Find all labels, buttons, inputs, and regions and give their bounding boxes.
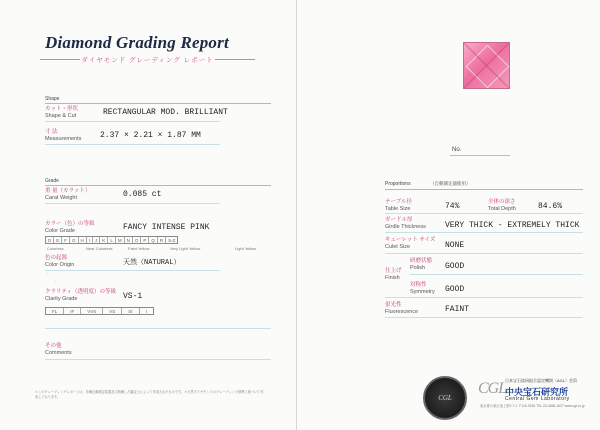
table-size-rule	[385, 213, 583, 214]
report-title: Diamond Grading Report	[45, 33, 229, 52]
fluorescence-label-jp: 蛍光性	[385, 302, 402, 308]
report-subtitle: ダイヤモンド グレーディング レポート	[40, 55, 255, 64]
color-grade-label-en: Color Grade	[45, 228, 75, 234]
lab-affiliation: 日本宝石協同組合認定機関（AGL）会員	[505, 378, 578, 383]
color-scale-cell-o: O	[133, 237, 142, 243]
clarity-rule	[45, 328, 271, 329]
girdle-rule	[385, 232, 583, 233]
report-number-rule	[450, 155, 510, 156]
color-grade-label-jp: カラー（色）の等級	[45, 221, 95, 227]
diamond-photo	[463, 42, 510, 89]
culet-value: NONE	[445, 241, 465, 250]
culet-label-jp: キューレット サイズ	[385, 237, 436, 243]
color-scale-caption: Light Yellow	[235, 246, 257, 251]
color-scale-cell-j: J	[93, 237, 100, 243]
color-scale-cell-d: D	[46, 237, 54, 243]
clarity-label-jp: クラリティ（透明度）の等級	[45, 289, 116, 295]
cgl-seal-logo	[423, 376, 467, 420]
lab-name-en: Central Gem Laboratory	[505, 396, 570, 402]
footer-notes-left: ＊このグレーディングレポートは、各種自動測定装置及び熟練した鑑定士によって作成されたものです。＊天然ダイヤモンドのグレーディング基準に基づいて作成しております。	[35, 390, 264, 399]
comments-label-en: Comments	[45, 350, 72, 356]
shape-cut-label-jp: カット・形状	[45, 106, 78, 112]
color-scale-cell-s-z: S-Z	[168, 238, 176, 243]
fluorescence-value: FAINT	[445, 305, 470, 314]
proportions-note: （自動測定器使用）	[430, 181, 471, 186]
clarity-grade-scale	[45, 307, 154, 315]
polish-rule	[410, 274, 583, 275]
proportions-divider	[385, 189, 583, 190]
fluorescence-rule	[385, 317, 583, 318]
clarity-scale-cell-vs: VS	[103, 308, 122, 314]
lab-address: 東京都台東区東上野2-7-1 〒110-0015 TEL.03-3836-1627 www.cgl.co.jp	[480, 404, 585, 408]
total-depth-value: 84.6%	[538, 202, 563, 211]
carat-value: 0.085 ct	[123, 190, 162, 199]
grade-section-divider	[45, 185, 271, 186]
color-scale-caption: Near Colorless	[86, 246, 113, 251]
decorative-dots: ·	[55, 279, 57, 284]
total-depth-label-jp: 全体の深さ	[488, 199, 516, 205]
table-size-value: 74%	[445, 202, 460, 211]
color-origin-label-en: Color Origin	[45, 262, 75, 268]
color-grade-scale	[45, 236, 178, 244]
table-size-label-jp: テーブル径	[385, 199, 413, 205]
measurements-label-jp: 寸 法	[45, 129, 58, 135]
color-scale-caption: Very Light Yellow	[170, 246, 201, 251]
color-scale-cell-r: R	[158, 237, 166, 243]
symmetry-label-en: Symmetry	[410, 289, 435, 295]
color-scale-caption: Colorless	[47, 246, 64, 251]
comments-label-jp: その他	[45, 343, 62, 349]
color-scale-cell-l: L	[108, 237, 116, 243]
clarity-value: VS-1	[123, 292, 143, 301]
color-scale-cell-i: I	[87, 237, 93, 243]
cgl-logo-mark: CGL	[478, 380, 507, 397]
clarity-scale-cell-si: SI	[122, 308, 139, 314]
report-number-label: No.	[452, 147, 462, 153]
lab-name-jp: 中央宝石研究所	[505, 387, 569, 397]
grade-section-heading: Grade	[45, 178, 59, 184]
color-origin-rule	[45, 270, 220, 271]
color-scale-cell-m: M	[116, 237, 125, 243]
measurements-rule	[45, 144, 220, 145]
color-scale-cell-h: H	[79, 237, 87, 243]
polish-label-en: Polish	[410, 265, 425, 271]
color-origin-value: 天然（NATURAL）	[123, 259, 181, 267]
shape-section-heading: Shape	[45, 96, 60, 102]
polish-value: GOOD	[445, 262, 465, 271]
shape-cut-value: RECTANGULAR MOD. BRILLIANT	[103, 108, 228, 117]
color-scale-cell-e: E	[54, 237, 62, 243]
girdle-label-jp: ガードル厚	[385, 217, 413, 223]
symmetry-value: GOOD	[445, 285, 465, 294]
shape-section-divider	[45, 103, 271, 104]
measurements-value: 2.37 × 2.21 × 1.87 MM	[100, 131, 201, 140]
color-scale-cell-n: N	[125, 237, 133, 243]
fold-line	[296, 0, 297, 430]
color-scale-cell-f: F	[62, 237, 70, 243]
measurements-label-en: Measurements	[45, 136, 82, 142]
girdle-label-en: Girdle Thickness	[385, 224, 426, 230]
color-grade-value: FANCY INTENSE PINK	[123, 223, 210, 232]
carat-label-jp: 重 量（カラット）	[45, 188, 91, 194]
color-scale-cell-q: Q	[149, 237, 158, 243]
table-size-label-en: Table Size	[385, 206, 411, 212]
total-depth-label-en: Total Depth	[488, 206, 516, 212]
clarity-scale-cell-vvs: VVS	[81, 308, 103, 314]
finish-label-en: Finish	[385, 275, 400, 281]
color-scale-caption: Faint Yellow	[128, 246, 150, 251]
girdle-value: VERY THICK - EXTREMELY THICK	[445, 221, 580, 230]
carat-rule	[45, 203, 220, 204]
decorative-dots: ·	[47, 271, 49, 276]
proportions-heading: Proportions	[385, 181, 411, 187]
shape-cut-label-en: Shape & Cut	[45, 113, 77, 119]
clarity-scale-cell-i: I	[145, 309, 147, 314]
clarity-scale-cell-if: IF	[64, 308, 81, 314]
polish-label-jp: 研磨状態	[410, 258, 433, 264]
cgl-seal-text: CGL	[438, 394, 452, 402]
culet-label-en: Culet Size	[385, 244, 411, 250]
symmetry-rule	[385, 297, 583, 298]
clarity-scale-cell-fl: FL	[46, 308, 64, 314]
culet-rule	[385, 253, 583, 254]
finish-label-jp: 仕上げ	[385, 268, 402, 274]
clarity-label-en: Clarity Grade	[45, 296, 78, 302]
shape-cut-rule	[45, 121, 220, 122]
fluorescence-label-en: Fluorescence	[385, 309, 419, 315]
color-scale-cell-p: P	[141, 237, 149, 243]
color-origin-label-jp: 色の起源	[45, 255, 68, 261]
carat-label-en: Carat Weight	[45, 195, 77, 201]
color-scale-cell-k: K	[100, 237, 108, 243]
comments-rule	[45, 359, 271, 360]
color-scale-cell-g: G	[70, 237, 79, 243]
symmetry-label-jp: 対称性	[410, 282, 427, 288]
